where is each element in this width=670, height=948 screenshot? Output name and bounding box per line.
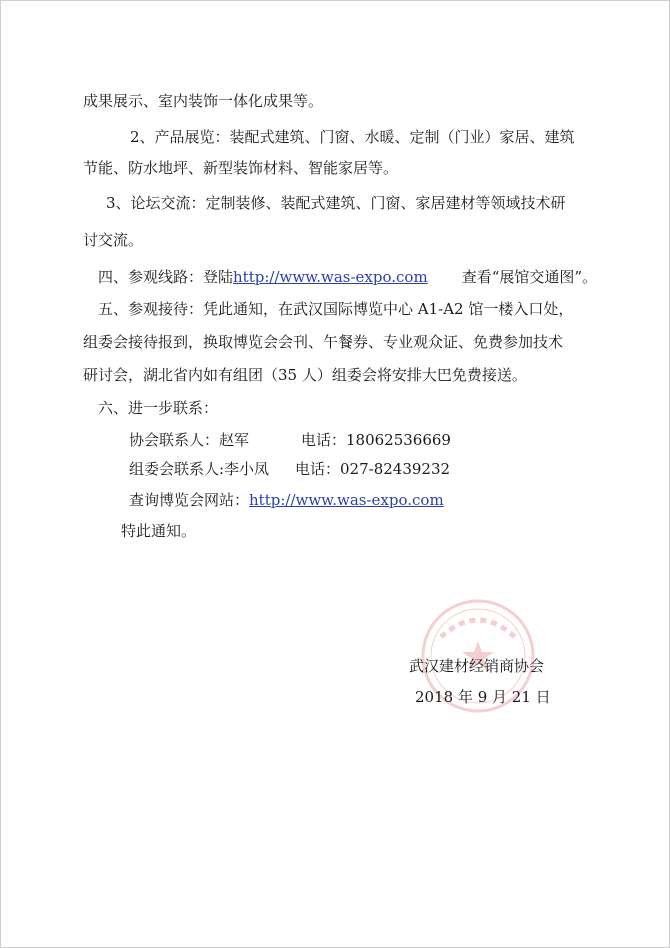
paragraph-line: 3、论坛交流：定制装修、装配式建筑、门窗、家居建材等领域技术研 (106, 194, 566, 212)
route-label: 四、参观线路：登陆 (98, 268, 234, 286)
paragraph-line: 组委会接待报到，换取博览会会刊、午餐券、专业观众证、免费参加技术 (83, 333, 564, 351)
site-line (129, 490, 444, 510)
contact-association: 协会联系人：赵军 (129, 431, 250, 449)
paragraph-line: 五、参观接待：凭此通知，在武汉国际博览中心 A1-A2 馆一楼入口处， (98, 300, 574, 318)
paragraph-line: 成果展示、室内装饰一体化成果等。 (83, 92, 324, 110)
paragraph-line: 2、产品展览：装配式建筑、门窗、水暖、定制（门业）家居、建筑 (130, 128, 575, 146)
expo-link[interactable]: http://www.was-expo.com (233, 268, 428, 286)
route-line (98, 267, 597, 287)
signature-date: 2018 年 9 月 21 日 (415, 688, 551, 706)
contact-association-phone: 电话：18062536669 (301, 431, 451, 449)
paragraph-line: 节能、防水地坪、新型装饰材料、智能家居等。 (83, 159, 399, 177)
paragraph-line: 研讨会，湖北省内如有组团（35 人）组委会将安排大巴免费接送。 (83, 366, 527, 384)
contact-committee-phone: 电话：027-82439232 (295, 460, 451, 478)
route-suffix: 查看“展馆交通图”。 (461, 268, 598, 286)
contact-committee: 组委会联系人:李小凤 (129, 460, 270, 478)
paragraph-line: 讨交流。 (83, 231, 144, 249)
closing-text: 特此通知。 (121, 522, 197, 540)
section-heading: 六、进一步联系： (98, 399, 219, 417)
site-link[interactable]: http://www.was-expo.com (249, 491, 444, 509)
signature-organization: 武汉建材经销商协会 (409, 657, 545, 675)
site-label: 查询博览会网站： (129, 491, 250, 509)
